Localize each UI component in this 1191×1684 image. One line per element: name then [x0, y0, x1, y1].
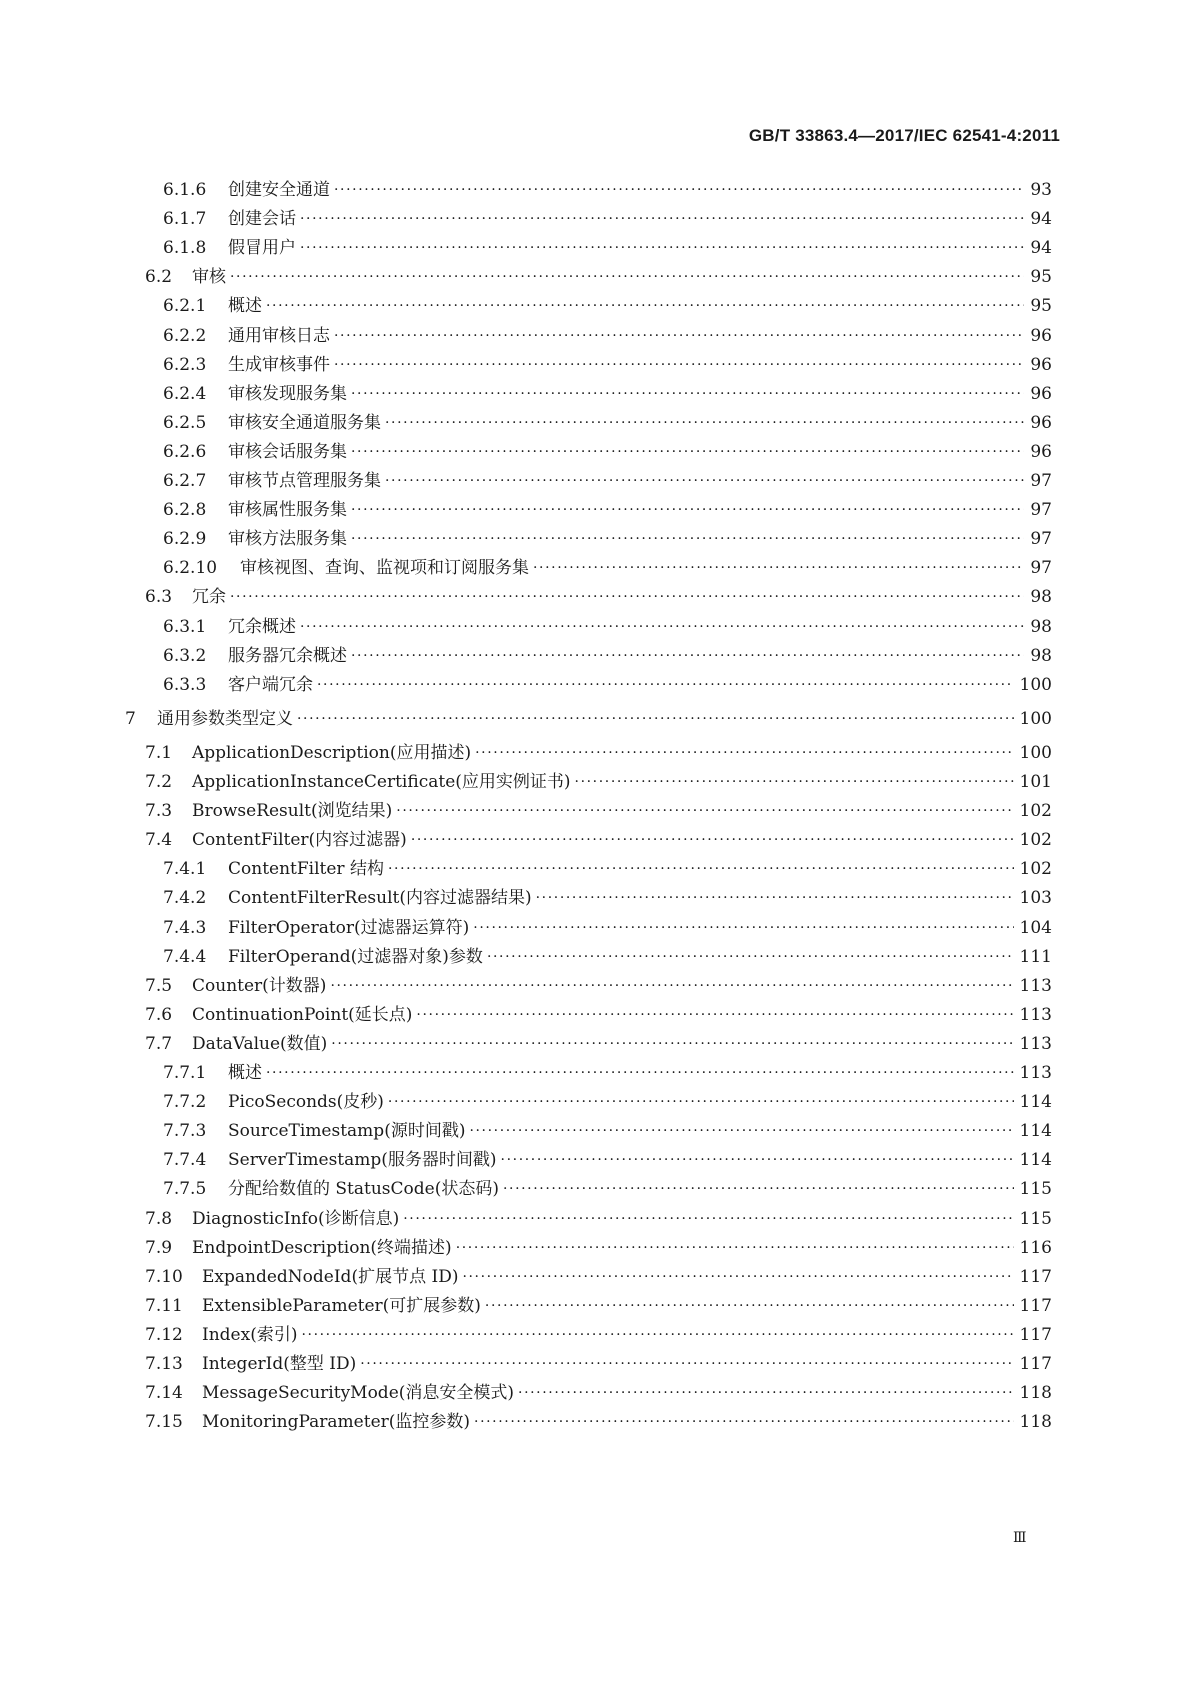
- toc-entry[interactable]: [163, 498, 1052, 522]
- toc-entry-title: FilterOperator(过滤器运算符): [228, 917, 470, 938]
- toc-entry-title: 概述: [228, 296, 262, 317]
- toc-entry-title: ApplicationDescription(应用描述): [192, 742, 472, 763]
- toc-entry-page: 102: [1019, 830, 1052, 851]
- toc-leader-dots: [266, 294, 1024, 318]
- toc-entry-number: 7.4.2: [163, 888, 207, 909]
- toc-entry[interactable]: [145, 265, 1052, 289]
- toc-entry-title: ContentFilterResult(内容过滤器结果): [228, 888, 532, 909]
- toc-entry-title: 冗余概述: [228, 616, 296, 637]
- page-number-roman: Ⅲ: [1013, 1530, 1027, 1546]
- toc-entry-page: 97: [1030, 529, 1052, 550]
- toc-entry[interactable]: [163, 1061, 1052, 1085]
- toc-entry[interactable]: [163, 945, 1052, 969]
- toc-entry-title: 审核视图、查询、监视项和订阅服务集: [240, 558, 529, 579]
- toc-leader-dots: [501, 1148, 1014, 1172]
- toc-entry-title: ExpandedNodeId(扩展节点 ID): [202, 1266, 459, 1287]
- toc-entry[interactable]: [145, 585, 1052, 609]
- toc-entry-title: 审核会话服务集: [228, 441, 347, 462]
- toc-leader-dots: [351, 644, 1024, 668]
- toc-entry-number: 7.7.4: [163, 1150, 207, 1171]
- toc-entry-number: 6.2.4: [163, 383, 207, 404]
- toc-entry-number: 7.15: [145, 1412, 183, 1433]
- toc-entry-number: 6.2.7: [163, 471, 207, 491]
- toc-leader-dots: [411, 828, 1014, 852]
- toc-entry-number: 7.10: [145, 1266, 183, 1287]
- toc-entry-number: 6.2.6: [163, 441, 207, 462]
- toc-entry-title: 审核: [192, 267, 226, 288]
- toc-entry[interactable]: [163, 324, 1052, 348]
- toc-entry-page: 103: [1019, 888, 1052, 909]
- toc-entry-number: 7.13: [145, 1354, 183, 1374]
- toc-leader-dots: [266, 1061, 1014, 1085]
- toc-entry[interactable]: [163, 556, 1052, 580]
- toc-entry[interactable]: [163, 469, 1052, 493]
- toc-leader-dots: [300, 615, 1024, 639]
- toc-entry[interactable]: [163, 615, 1052, 639]
- toc-leader-dots: [575, 770, 1014, 794]
- toc-entry[interactable]: [145, 828, 1052, 852]
- toc-entry-page: 94: [1030, 209, 1052, 230]
- toc-entry-title: 通用审核日志: [228, 325, 330, 346]
- toc-leader-dots: [300, 207, 1024, 231]
- toc-entry-page: 111: [1019, 946, 1052, 967]
- toc-entry-page: 98: [1030, 645, 1052, 666]
- toc-leader-dots: [360, 1352, 1013, 1376]
- toc-entry-number: 6.1.8: [163, 238, 207, 259]
- toc-entry-number: 7.7.1: [163, 1063, 207, 1083]
- toc-entry[interactable]: [145, 741, 1052, 765]
- toc-entry-page: 100: [1019, 742, 1052, 763]
- toc-leader-dots: [230, 585, 1024, 609]
- toc-entry[interactable]: [145, 1352, 1052, 1376]
- toc-entry-number: 7.4.4: [163, 946, 207, 967]
- toc-entry[interactable]: [163, 1090, 1052, 1114]
- toc-entry-page: 97: [1030, 558, 1052, 579]
- toc-entry-title: ContentFilter 结构: [228, 859, 384, 880]
- toc-leader-dots: [518, 1381, 1014, 1405]
- toc-entry-page: 115: [1019, 1208, 1052, 1229]
- toc-entry[interactable]: [163, 673, 1052, 697]
- toc-leader-dots: [473, 916, 1013, 940]
- toc-entry[interactable]: [163, 916, 1052, 940]
- toc-entry-page: 118: [1019, 1383, 1052, 1404]
- toc-entry-page: 117: [1019, 1295, 1052, 1316]
- toc-leader-dots: [301, 1323, 1013, 1347]
- toc-entry-page: 114: [1019, 1150, 1052, 1171]
- toc-leader-dots: [385, 411, 1024, 435]
- toc-leader-dots: [297, 707, 1014, 731]
- toc-entry[interactable]: [145, 1032, 1052, 1056]
- toc-entry-number: 7.12: [145, 1324, 183, 1345]
- toc-leader-dots: [230, 265, 1024, 289]
- toc-entry[interactable]: [145, 799, 1052, 823]
- toc-leader-dots: [416, 1003, 1013, 1027]
- toc-entry[interactable]: [145, 1003, 1052, 1027]
- toc-entry-title: 审核方法服务集: [228, 529, 347, 550]
- toc-entry[interactable]: [163, 886, 1052, 910]
- toc-entry-title: 概述: [228, 1063, 262, 1083]
- toc-entry-number: 7.8: [145, 1208, 173, 1229]
- toc-entry-number: 7.3: [145, 801, 173, 822]
- toc-entry-page: 113: [1019, 1063, 1052, 1083]
- toc-entry[interactable]: [163, 527, 1052, 551]
- toc-entry-number: 7.4: [145, 830, 173, 851]
- toc-entry-title: SourceTimestamp(源时间戳): [228, 1121, 466, 1142]
- toc-entry[interactable]: [145, 770, 1052, 794]
- toc-entry-number: 7.4.1: [163, 859, 207, 880]
- toc-entry-number: 7: [125, 708, 136, 729]
- toc-entry-title: ContinuationPoint(延长点): [192, 1004, 413, 1025]
- toc-entry-number: 6.3.1: [163, 616, 207, 637]
- toc-leader-dots: [456, 1236, 1014, 1260]
- toc-leader-dots: [487, 945, 1014, 969]
- toc-leader-dots: [331, 1032, 1013, 1056]
- toc-entry-number: 7.11: [145, 1295, 183, 1316]
- document-standard-header: GB/T 33863.4—2017/IEC 62541-4:2011: [748, 126, 1060, 145]
- toc-entry-title: 生成审核事件: [228, 354, 330, 375]
- toc-leader-dots: [388, 1090, 1014, 1114]
- toc-entry-page: 113: [1019, 1004, 1052, 1025]
- toc-entry-title: MessageSecurityMode(消息安全模式): [202, 1383, 515, 1404]
- toc-entry-page: 113: [1019, 975, 1052, 996]
- toc-entry-number: 6.1.7: [163, 209, 207, 230]
- toc-entry-title: 冗余: [192, 587, 226, 608]
- toc-entry[interactable]: [163, 857, 1052, 881]
- toc-leader-dots: [334, 178, 1024, 202]
- toc-entry-page: 96: [1030, 354, 1052, 375]
- toc-entry-number: 6.2.10: [163, 558, 218, 579]
- toc-entry-number: 7.2: [145, 772, 173, 792]
- toc-entry-number: 6.2.3: [163, 354, 207, 375]
- toc-entry[interactable]: [163, 382, 1052, 406]
- toc-entry-title: ServerTimestamp(服务器时间戳): [228, 1150, 497, 1171]
- toc-leader-dots: [475, 741, 1013, 765]
- toc-entry[interactable]: [163, 236, 1052, 260]
- toc-entry[interactable]: [145, 1207, 1052, 1231]
- toc-entry-page: 104: [1019, 917, 1052, 938]
- toc-entry-page: 117: [1019, 1354, 1052, 1374]
- toc-entry-title: 创建安全通道: [228, 180, 330, 200]
- toc-leader-dots: [334, 353, 1024, 377]
- toc-leader-dots: [351, 382, 1024, 406]
- toc-leader-dots: [334, 324, 1024, 348]
- toc-entry-number: 7.7.3: [163, 1121, 207, 1142]
- toc-entry-page: 116: [1019, 1237, 1052, 1258]
- toc-entry[interactable]: [145, 1294, 1052, 1318]
- toc-entry-title: EndpointDescription(终端描述): [192, 1237, 452, 1258]
- toc-entry-page: 98: [1030, 587, 1052, 608]
- toc-entry-page: 96: [1030, 441, 1052, 462]
- toc-entry-page: 102: [1019, 859, 1052, 880]
- toc-entry-number: 7.7.5: [163, 1179, 207, 1200]
- toc-entry-number: 7.9: [145, 1237, 173, 1258]
- toc-entry-number: 7.7: [145, 1033, 173, 1054]
- toc-entry-number: 7.4.3: [163, 917, 207, 938]
- toc-entry-page: 95: [1030, 296, 1052, 317]
- toc-entry-page: 113: [1019, 1033, 1052, 1054]
- toc-entry[interactable]: [163, 411, 1052, 435]
- toc-leader-dots: [536, 886, 1014, 910]
- toc-entry-number: 6.2: [145, 267, 173, 288]
- toc-entry-page: 96: [1030, 383, 1052, 404]
- toc-entry-title: 创建会话: [228, 209, 296, 230]
- toc-entry-number: 6.1.6: [163, 180, 207, 200]
- toc-entry-number: 6.2.9: [163, 529, 207, 550]
- toc-leader-dots: [388, 857, 1014, 881]
- toc-entry-page: 98: [1030, 616, 1052, 637]
- toc-entry-title: 审核安全通道服务集: [228, 412, 381, 433]
- toc-leader-dots: [474, 1410, 1014, 1434]
- toc-entry-title: DataValue(数值): [192, 1033, 328, 1054]
- toc-entry[interactable]: [163, 353, 1052, 377]
- toc-entry-number: 6.3.3: [163, 674, 207, 695]
- toc-entry-number: 7.7.2: [163, 1092, 207, 1113]
- toc-entry-page: 95: [1030, 267, 1052, 288]
- toc-entry[interactable]: [163, 440, 1052, 464]
- toc-entry-page: 94: [1030, 238, 1052, 259]
- toc-entry-title: ExtensibleParameter(可扩展参数): [202, 1295, 481, 1316]
- toc-entry-title: 分配给数值的 StatusCode(状态码): [228, 1179, 499, 1200]
- toc-entry-title: 审核节点管理服务集: [228, 471, 381, 491]
- toc-leader-dots: [533, 556, 1024, 580]
- toc-entry-title: 审核发现服务集: [228, 383, 347, 404]
- toc-entry-number: 6.3: [145, 587, 173, 608]
- toc-leader-dots: [351, 440, 1024, 464]
- toc-entry-page: 102: [1019, 801, 1052, 822]
- toc-entry-title: 服务器冗余概述: [228, 645, 347, 666]
- toc-entry-title: ContentFilter(内容过滤器): [192, 830, 407, 851]
- toc-entry-page: 93: [1030, 180, 1052, 200]
- toc-entry-title: IntegerId(整型 ID): [202, 1354, 357, 1374]
- toc-entry[interactable]: [145, 1236, 1052, 1260]
- toc-entry-page: 96: [1030, 412, 1052, 433]
- toc-entry-page: 97: [1030, 500, 1052, 521]
- toc-entry-title: 客户端冗余: [228, 674, 313, 695]
- toc-entry-title: FilterOperand(过滤器对象)参数: [228, 946, 483, 967]
- toc-entry-title: BrowseResult(浏览结果): [192, 801, 393, 822]
- toc-entry-page: 100: [1019, 674, 1052, 695]
- toc-entry-title: 通用参数类型定义: [157, 708, 293, 729]
- toc-leader-dots: [385, 469, 1024, 493]
- toc-leader-dots: [351, 527, 1024, 551]
- toc-leader-dots: [503, 1177, 1014, 1201]
- toc-entry[interactable]: [163, 1119, 1052, 1143]
- toc-leader-dots: [403, 1207, 1013, 1231]
- toc-entry[interactable]: [145, 1381, 1052, 1405]
- toc-entry[interactable]: [163, 207, 1052, 231]
- toc-entry-number: 6.2.1: [163, 296, 207, 317]
- toc-entry-title: MonitoringParameter(监控参数): [202, 1412, 471, 1433]
- toc-entry-title: DiagnosticInfo(诊断信息): [192, 1208, 400, 1229]
- toc-entry-title: Index(索引): [202, 1324, 298, 1345]
- toc-entry-title: 假冒用户: [228, 238, 296, 259]
- toc-entry[interactable]: [145, 1265, 1052, 1289]
- toc-leader-dots: [485, 1294, 1014, 1318]
- toc-entry-page: 101: [1019, 772, 1052, 792]
- toc-entry-title: ApplicationInstanceCertificate(应用实例证书): [192, 772, 571, 792]
- toc-leader-dots: [300, 236, 1024, 260]
- toc-entry-title: Counter(计数器): [192, 975, 327, 996]
- toc-leader-dots: [317, 673, 1014, 697]
- toc-entry[interactable]: [125, 707, 1052, 731]
- toc-entry-page: 114: [1019, 1121, 1052, 1142]
- toc-leader-dots: [330, 974, 1013, 998]
- toc-entry[interactable]: [163, 294, 1052, 318]
- toc-entry-number: 6.2.5: [163, 412, 207, 433]
- toc-entry-number: 7.6: [145, 1004, 173, 1025]
- toc-entry-title: PicoSeconds(皮秒): [228, 1092, 384, 1113]
- toc-entry-number: 6.2.2: [163, 325, 207, 346]
- toc-entry-number: 6.2.8: [163, 500, 207, 521]
- toc-entry-page: 117: [1019, 1324, 1052, 1345]
- toc-entry-page: 117: [1019, 1266, 1052, 1287]
- toc-leader-dots: [462, 1265, 1013, 1289]
- toc-entry-number: 7.5: [145, 975, 173, 996]
- toc-entry-page: 96: [1030, 325, 1052, 346]
- toc-entry-page: 115: [1019, 1179, 1052, 1200]
- toc-entry-page: 114: [1019, 1092, 1052, 1113]
- toc-entry[interactable]: [163, 1177, 1052, 1201]
- toc-entry-number: 6.3.2: [163, 645, 207, 666]
- toc-entry[interactable]: [163, 178, 1052, 202]
- toc-entry-title: 审核属性服务集: [228, 500, 347, 521]
- toc-leader-dots: [469, 1119, 1013, 1143]
- toc-entry[interactable]: [145, 1410, 1052, 1434]
- toc-entry[interactable]: [163, 644, 1052, 668]
- toc-entry[interactable]: [145, 1323, 1052, 1347]
- toc-entry-number: 7.1: [145, 742, 173, 763]
- toc-entry-page: 118: [1019, 1412, 1052, 1433]
- toc-leader-dots: [351, 498, 1024, 522]
- toc-entry-page: 100: [1019, 708, 1052, 729]
- toc-entry-page: 97: [1030, 471, 1052, 491]
- toc-entry[interactable]: [163, 1148, 1052, 1172]
- toc-entry[interactable]: [145, 974, 1052, 998]
- toc-entry-number: 7.14: [145, 1383, 183, 1404]
- toc-leader-dots: [396, 799, 1013, 823]
